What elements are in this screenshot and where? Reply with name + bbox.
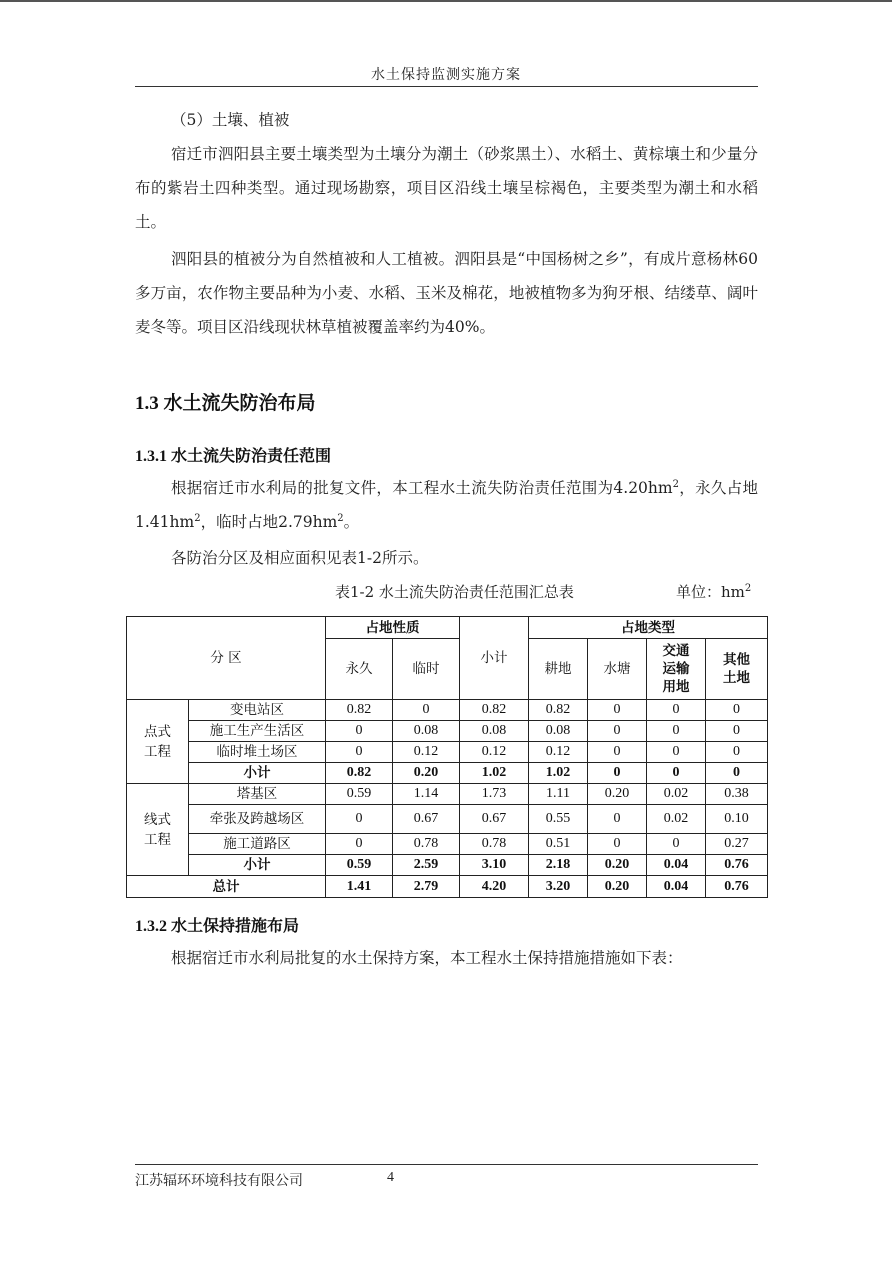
cell-subtotal: 0.08 bbox=[460, 721, 529, 742]
header-permanent: 永久 bbox=[326, 639, 393, 700]
cell-temporary: 0.08 bbox=[393, 721, 460, 742]
table-row bbox=[127, 834, 768, 855]
cell-other: 0 bbox=[706, 700, 768, 721]
cell-temporary: 0.20 bbox=[393, 763, 460, 784]
header-subtotal: 小计 bbox=[460, 617, 529, 700]
cell-farmland: 0.51 bbox=[529, 834, 588, 855]
cell-farmland: 2.18 bbox=[529, 855, 588, 876]
paragraph-responsibility-scope bbox=[135, 471, 758, 539]
zone-name: 塔基区 bbox=[189, 784, 326, 805]
responsibility-scope-table bbox=[126, 616, 768, 898]
cell-pond: 0.20 bbox=[588, 784, 647, 805]
cell-pond: 0 bbox=[588, 834, 647, 855]
cell-permanent: 0.59 bbox=[326, 784, 393, 805]
paragraph-soil: 宿迁市泗阳县主要土壤类型为土壤分为潮土（砂浆黑土）、水稻土、黄棕壤土和少量分布的紫岩土四种类型。通过现场勘察，项目区沿线土壤呈棕褐色，主要类型为潮土和水稻土。 bbox=[135, 145, 758, 231]
cell-farmland: 3.20 bbox=[529, 876, 588, 898]
cell-other: 0 bbox=[706, 742, 768, 763]
cell-transport: 0.04 bbox=[647, 855, 706, 876]
cell-permanent: 1.41 bbox=[326, 876, 393, 898]
header-pond: 水塘 bbox=[588, 639, 647, 700]
footer-company: 江苏辐环环境科技有限公司 bbox=[135, 1173, 303, 1189]
subtotal-row bbox=[127, 855, 768, 876]
group-line-cell bbox=[127, 784, 189, 876]
cell-other: 0.76 bbox=[706, 855, 768, 876]
paragraph-vegetation: 泗阳县的植被分为自然植被和人工植被。泗阳县是“中国杨树之乡”，有成片意杨林60多万亩，农作物主要品种为小麦、水稻、玉米及棉花，地被植物多为狗牙根、结缕草、阔叶麦冬等。项目区沿线现状林草植被覆盖率约为40%。 bbox=[135, 250, 758, 336]
responsibility-text-a: 根据宿迁市水利局的批复文件，本工程水土流失防治责任范围为4.20hm bbox=[171, 479, 673, 497]
header-farmland: 耕地 bbox=[529, 639, 588, 700]
cell-other: 0.27 bbox=[706, 834, 768, 855]
cell-subtotal: 0.12 bbox=[460, 742, 529, 763]
cell-farmland: 0.55 bbox=[529, 805, 588, 834]
cell-farmland: 0.08 bbox=[529, 721, 588, 742]
cell-pond: 0 bbox=[588, 742, 647, 763]
section-heading-1-3: 1.3 水土流失防治布局 bbox=[135, 393, 316, 414]
section-heading-1-3-1: 1.3.1 水土流失防治责任范围 bbox=[135, 448, 332, 465]
table-row bbox=[127, 805, 768, 834]
cell-subtotal: 1.02 bbox=[460, 763, 529, 784]
cell-subtotal: 0.78 bbox=[460, 834, 529, 855]
cell-other: 0.10 bbox=[706, 805, 768, 834]
paragraph-measures-layout: 根据宿迁市水利局批复的水土保持方案，本工程水土保持措施措施如下表： bbox=[171, 949, 683, 967]
table-row bbox=[127, 721, 768, 742]
subtotal-label: 小计 bbox=[189, 763, 326, 784]
cell-transport: 0 bbox=[647, 834, 706, 855]
cell-transport: 0 bbox=[647, 721, 706, 742]
table-unit-superscript: 2 bbox=[744, 583, 752, 594]
cell-permanent: 0 bbox=[326, 805, 393, 834]
cell-farmland: 0.12 bbox=[529, 742, 588, 763]
footer-rule bbox=[135, 1164, 758, 1165]
subtotal-label: 小计 bbox=[189, 855, 326, 876]
cell-transport: 0.04 bbox=[647, 876, 706, 898]
group-line-label: 线式工程 bbox=[144, 811, 171, 848]
cell-temporary: 1.14 bbox=[393, 784, 460, 805]
cell-farmland: 0.82 bbox=[529, 700, 588, 721]
group-point-label: 点式工程 bbox=[144, 723, 171, 760]
zone-name: 施工生产生活区 bbox=[189, 721, 326, 742]
cell-pond: 0.20 bbox=[588, 855, 647, 876]
paragraph-table-reference: 各防治分区及相应面积见表1-2所示。 bbox=[171, 549, 429, 567]
header-transport-text: 交通运输用地 bbox=[662, 643, 690, 695]
cell-transport: 0.02 bbox=[647, 805, 706, 834]
cell-transport: 0 bbox=[647, 763, 706, 784]
cell-temporary: 0.78 bbox=[393, 834, 460, 855]
cell-subtotal: 0.82 bbox=[460, 700, 529, 721]
cell-permanent: 0.82 bbox=[326, 700, 393, 721]
group-point-cell bbox=[127, 700, 189, 784]
responsibility-text-d: 。 bbox=[343, 513, 360, 531]
cell-temporary: 2.59 bbox=[393, 855, 460, 876]
header-nature-group: 占地性质 bbox=[326, 617, 460, 639]
total-label: 总计 bbox=[127, 876, 326, 898]
table-unit bbox=[676, 581, 751, 602]
cell-permanent: 0.59 bbox=[326, 855, 393, 876]
running-header-title: 水土保持监测实施方案 bbox=[371, 67, 521, 83]
zone-name: 临时堆土场区 bbox=[189, 742, 326, 763]
cell-temporary: 2.79 bbox=[393, 876, 460, 898]
table-caption: 表1-2 水土流失防治责任范围汇总表 bbox=[335, 583, 574, 601]
cell-other: 0.76 bbox=[706, 876, 768, 898]
cell-permanent: 0.82 bbox=[326, 763, 393, 784]
zone-name: 变电站区 bbox=[189, 700, 326, 721]
header-other bbox=[706, 639, 768, 700]
section-heading-1-3-2: 1.3.2 水土保持措施布局 bbox=[135, 918, 300, 935]
header-temporary: 临时 bbox=[393, 639, 460, 700]
top-border-line bbox=[0, 0, 892, 2]
cell-pond: 0.20 bbox=[588, 876, 647, 898]
cell-permanent: 0 bbox=[326, 721, 393, 742]
cell-subtotal: 0.67 bbox=[460, 805, 529, 834]
table-row bbox=[127, 784, 768, 805]
cell-permanent: 0 bbox=[326, 742, 393, 763]
cell-transport: 0 bbox=[647, 700, 706, 721]
table-row bbox=[127, 742, 768, 763]
subsection-heading-soil-vegetation: （5）土壤、植被 bbox=[171, 111, 290, 129]
cell-temporary: 0.12 bbox=[393, 742, 460, 763]
header-type-group: 占地类型 bbox=[529, 617, 768, 639]
cell-other: 0 bbox=[706, 721, 768, 742]
table-unit-label: 单位：hm bbox=[676, 583, 745, 601]
cell-transport: 0 bbox=[647, 742, 706, 763]
cell-other: 0.38 bbox=[706, 784, 768, 805]
cell-subtotal: 3.10 bbox=[460, 855, 529, 876]
cell-farmland: 1.02 bbox=[529, 763, 588, 784]
cell-subtotal: 1.73 bbox=[460, 784, 529, 805]
cell-temporary: 0 bbox=[393, 700, 460, 721]
cell-subtotal: 4.20 bbox=[460, 876, 529, 898]
page-number: 4 bbox=[387, 1170, 394, 1185]
cell-pond: 0 bbox=[588, 721, 647, 742]
cell-pond: 0 bbox=[588, 805, 647, 834]
responsibility-text-c: ，临时占地2.79hm bbox=[200, 513, 338, 531]
cell-temporary: 0.67 bbox=[393, 805, 460, 834]
cell-permanent: 0 bbox=[326, 834, 393, 855]
superscript-2: 2 bbox=[672, 478, 679, 490]
cell-pond: 0 bbox=[588, 700, 647, 721]
superscript-2: 2 bbox=[194, 512, 201, 524]
header-rule bbox=[135, 86, 758, 87]
header-other-text: 其他土地 bbox=[723, 652, 751, 686]
zone-name: 施工道路区 bbox=[189, 834, 326, 855]
superscript-2: 2 bbox=[337, 512, 344, 524]
cell-other: 0 bbox=[706, 763, 768, 784]
responsibility-text-b: ，永久占地1.41hm bbox=[135, 479, 758, 531]
subtotal-row bbox=[127, 763, 768, 784]
total-row bbox=[127, 876, 768, 898]
cell-pond: 0 bbox=[588, 763, 647, 784]
header-transport bbox=[647, 639, 706, 700]
zone-name: 牵张及跨越场区 bbox=[189, 805, 326, 834]
header-zone: 分 区 bbox=[127, 617, 326, 700]
cell-transport: 0.02 bbox=[647, 784, 706, 805]
cell-farmland: 1.11 bbox=[529, 784, 588, 805]
table-row bbox=[127, 700, 768, 721]
